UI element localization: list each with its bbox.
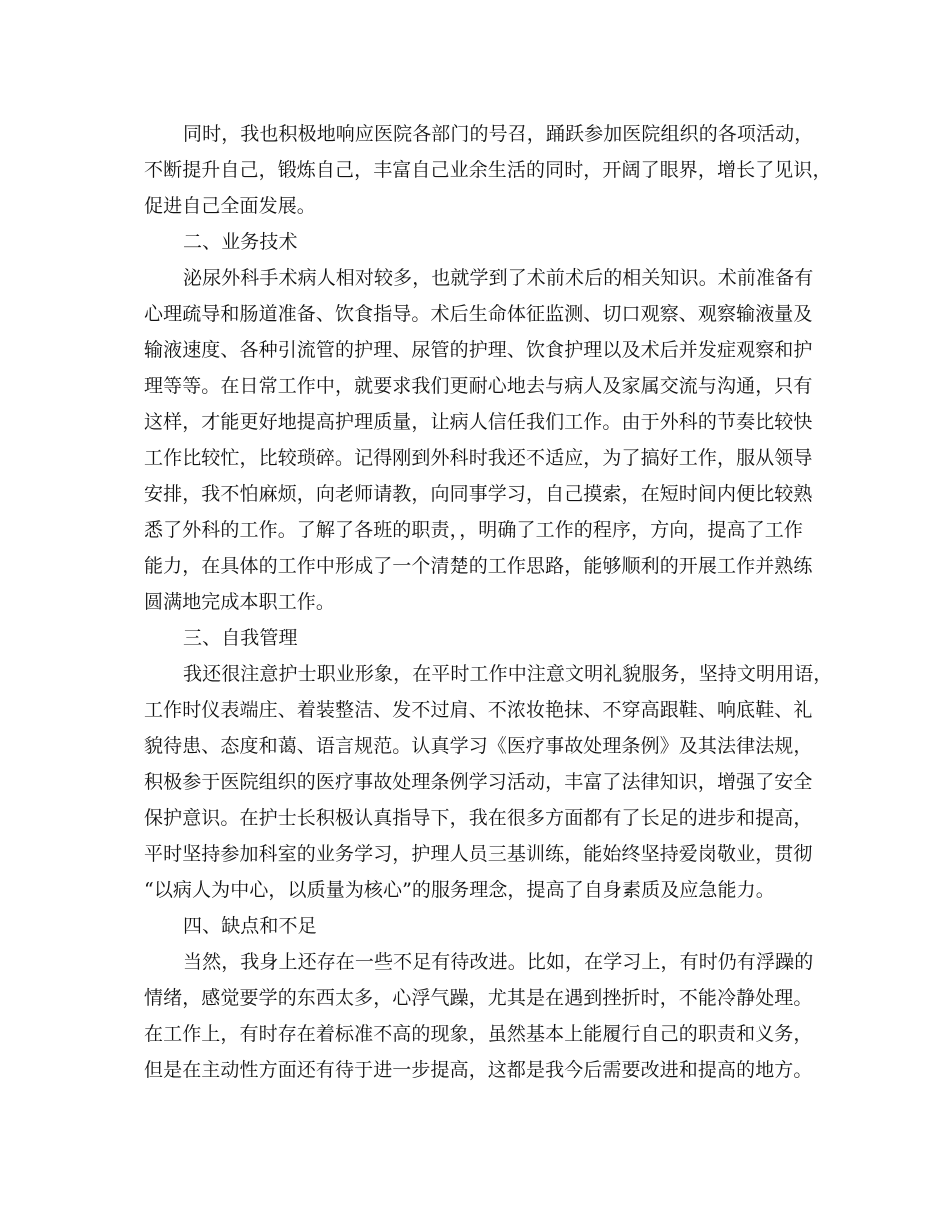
paragraph-line: 安排，我不怕麻烦，向老师请教，向同事学习，自己摸索，在短时间内便比较熟 — [144, 483, 813, 505]
paragraph-line: 理等等。在日常工作中，就要求我们更耐心地去与病人及家属交流与沟通，只有 — [144, 375, 813, 397]
paragraph-line: 积极参于医院组织的医疗事故处理条例学习活动，丰富了法律知识，增强了安全 — [144, 771, 813, 793]
paragraph-line: 泌尿外科手术病人相对较多，也就学到了术前术后的相关知识。术前准备有 — [183, 267, 814, 289]
paragraph-line: 悉了外科的工作。了解了各班的职责，，明确了工作的程序，方向，提高了工作 — [144, 519, 804, 541]
paragraph-line: 情绪，感觉要学的东西太多，心浮气躁，尤其是在遇到挫折时，不能冷静处理。 — [144, 987, 813, 1009]
section-heading: 四、缺点和不足 — [183, 915, 317, 937]
paragraph-line: 促进自己全面发展。 — [144, 195, 316, 217]
paragraph-line: 输液速度、各种引流管的护理、尿管的护理、饮食护理以及术后并发症观察和护 — [144, 339, 813, 361]
paragraph-line: 我还很注意护士职业形象，在平时工作中注意文明礼貌服务，坚持文明用语， — [183, 663, 833, 685]
paragraph-line: 貌待患、态度和蔼、语言规范。认真学习《医疗事故处理条例》及其法律法规， — [144, 735, 813, 757]
section-heading: 三、自我管理 — [183, 627, 298, 649]
section-heading: 二、业务技术 — [183, 231, 298, 253]
paragraph-line: 但是在主动性方面还有待于进一步提高，这都是我今后需要改进和提高的地方。 — [144, 1059, 813, 1081]
paragraph-line: 不断提升自己，锻炼自己，丰富自己业余生活的同时，开阔了眼界，增长了见识， — [144, 159, 832, 181]
paragraph-line: 工作时仪表端庄、着装整洁、发不过肩、不浓妆艳抹、不穿高跟鞋、响底鞋、礼 — [144, 699, 813, 721]
paragraph-line: 工作比较忙，比较琐碎。记得刚到外科时我还不适应，为了搞好工作，服从领导 — [144, 447, 813, 469]
paragraph-line: 平时坚持参加科室的业务学习，护理人员三基训练，能始终坚持爱岗敬业，贯彻 — [144, 843, 813, 865]
paragraph-line: “以病人为中心，以质量为核心”的服务理念，提高了自身素质及应急能力。 — [144, 879, 775, 901]
paragraph-line: 当然，我身上还存在一些不足有待改进。比如，在学习上，有时仍有浮躁的 — [183, 951, 814, 973]
paragraph-line: 保护意识。在护士长积极认真指导下，我在很多方面都有了长足的进步和提高， — [144, 807, 813, 829]
paragraph-line: 圆满地完成本职工作。 — [144, 591, 336, 613]
paragraph-line: 这样，才能更好地提高护理质量，让病人信任我们工作。由于外科的节奏比较快 — [144, 411, 813, 433]
paragraph-line: 同时，我也积极地响应医院各部门的号召，踊跃参加医院组织的各项活动， — [183, 123, 814, 145]
paragraph-line: 能力，在具体的工作中形成了一个清楚的工作思路，能够顺利的开展工作并熟练 — [144, 555, 813, 577]
paragraph-line: 心理疏导和肠道准备、饮食指导。术后生命体征监测、切口观察、观察输液量及 — [144, 303, 813, 325]
paragraph-line: 在工作上，有时存在着标准不高的现象，虽然基本上能履行自己的职责和义务， — [144, 1023, 813, 1045]
